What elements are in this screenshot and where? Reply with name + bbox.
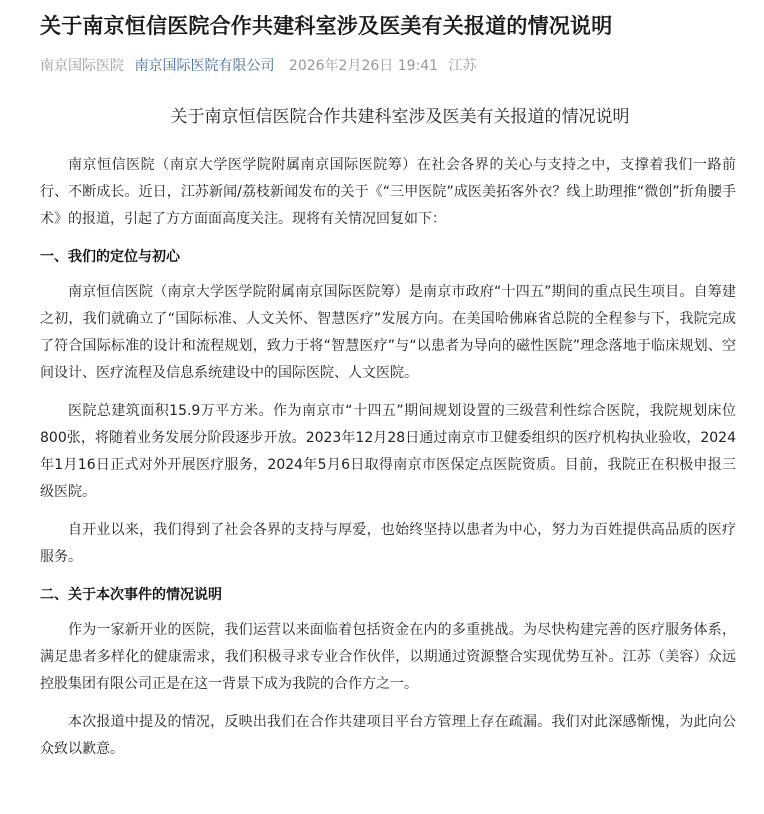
paragraph-scale: 医院总建筑面积15.9万平方米。作为南京市“十四五”期间规划设置的三级营利性综合医院，我院规划床位800张，将随着业务发展分阶段逐步开放。2023年12月28日通过南京市卫健委组织的医疗机构执业验收，2024年1月16日正式对外开展医疗服务，2024年5月6日取得南京市医保定点医院资质。目前，我院正在积极申报三级医院。 [40,403,736,500]
section-heading-incident: 二、关于本次事件的情况说明 [40,587,222,603]
document-title: 关于南京恒信医院合作共建科室涉及医美有关报道的情况说明 [170,107,630,127]
paragraph-service: 自开业以来，我们得到了社会各界的支持与厚爱，也始终坚持以患者为中心，努力为百姓提供高品质的医疗服务。 [40,522,736,565]
author-link[interactable]: 南京国际医院有限公司 [134,58,275,74]
source-label: 南京国际医院 [40,58,124,74]
article-meta [40,55,736,77]
section-heading-positioning: 一、我们的定位与初心 [40,249,180,265]
paragraph-apology: 本次报道中提及的情况，反映出我们在合作共建项目平台方管理上存在疏漏。我们对此深感惭愧，为此向公众致以歉意。 [40,714,736,757]
paragraph-challenges: 作为一家新开业的医院，我们运营以来面临着包括资金在内的多重挑战。为尽快构建完善的医疗服务体系，满足患者多样化的健康需求，我们积极寻求专业合作伙伴，以期通过资源整合实现优势互补。江苏（美容）众远控股集团有限公司正是在这一背景下成为我院的合作方之一。 [40,622,736,692]
article-headline: 关于南京恒信医院合作共建科室涉及医美有关报道的情况说明 [40,14,613,38]
paragraph-positioning: 南京恒信医院（南京大学医学院附属南京国际医院筹）是南京市政府“十四五”期间的重点民生项目。自筹建之初，我们就确立了“国际标准、人文关怀、智慧医疗”发展方向。在美国哈佛麻省总院的全程参与下，我院完成了符合国际标准的设计和流程规划，致力于将“智慧医疗”与“以患者为导向的磁性医院”理念落地于临床规划、空间设计、医疗流程及信息系统建设中的国际医院、人文医院。 [40,284,736,381]
publish-datetime: 2026年2月26日 19:41 [288,58,439,74]
paragraph-intro: 南京恒信医院（南京大学医学院附属南京国际医院筹）在社会各界的关心与支持之中，支撑着我们一路前行、不断成长。近日，江苏新闻/荔枝新闻发布的关于《“三甲医院”成医美拓客外衣？线上助理推“微创”折角腰手术》的报道，引起了方方面面高度关注。现将有关情况回复如下： [40,157,736,227]
publish-location: 江苏 [448,58,477,74]
article-body [40,152,736,763]
